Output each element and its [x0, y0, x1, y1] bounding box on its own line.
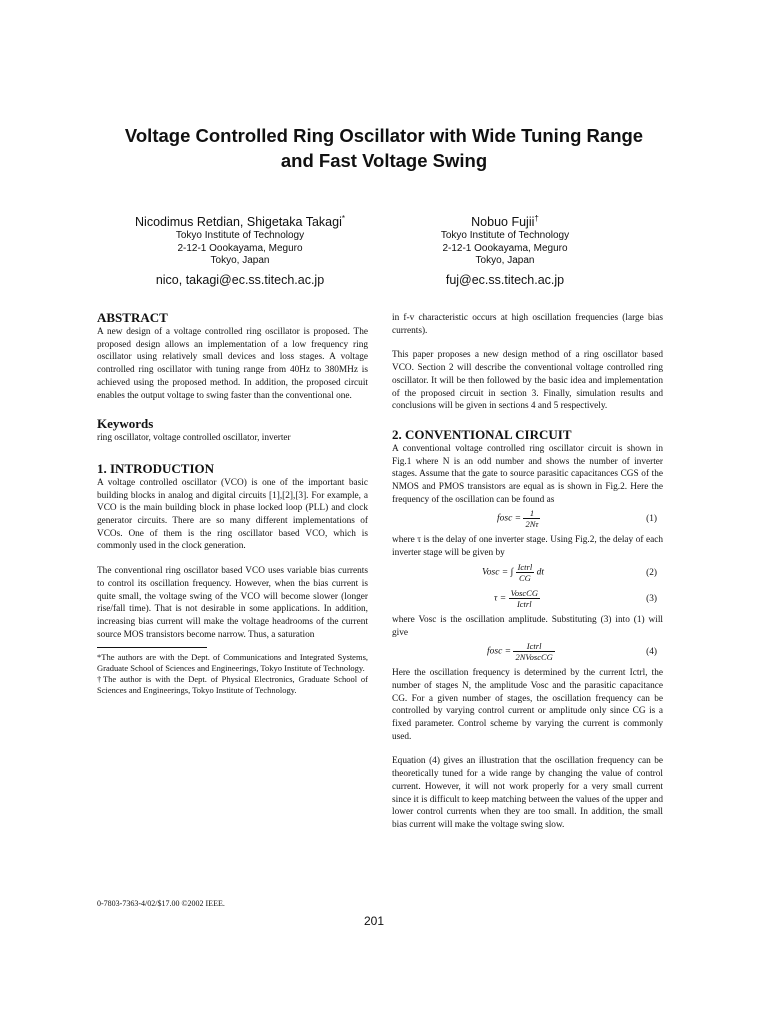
eq4-lhs: fosc = [487, 646, 512, 657]
keywords-heading: Keywords [97, 416, 154, 432]
eq4-denominator: 2NVoscCG [515, 652, 553, 663]
author-mark: † [534, 214, 539, 223]
eq3-denominator: Ictrl [516, 598, 532, 609]
author-block-1 [118, 211, 362, 288]
author-name: Nicodimus Retdian, Shigetaka Takagi [135, 215, 342, 230]
abstract-text: A new design of a voltage controlled ring oscillator is proposed. The proposed design allows an implementation of a low frequency ring oscillator using relatively small devices and loss stages. A voltage controlled ring oscillator with tuning range from 40Hz to 380MHz is achieved using the proposed method. In addition, the proposed circuit enables the output voltage to swing faster than the conventional one. [97, 327, 368, 401]
author-block-2 [390, 211, 620, 288]
eq2-numerator: Ictrl [517, 561, 533, 572]
author-city: Tokyo, Japan [210, 255, 270, 267]
eq1-number: (1) [646, 514, 657, 525]
equation-2 [392, 562, 663, 586]
eq4-number: (4) [646, 647, 657, 658]
paper-title [60, 123, 708, 173]
right-paragraph-1: in f-v characteristic occurs at high oscillation frequencies (large bias currents). [392, 313, 663, 336]
title-line-1: Voltage Controlled Ring Oscillator with Wide Tuning Range [124, 125, 644, 146]
copyright-line: 0-7803-7363-4/02/$17.00 ©2002 IEEE. [97, 899, 225, 908]
keywords-text: ring oscillator, voltage controlled oscillator, inverter [97, 433, 291, 444]
eq4-numerator: Ictrl [513, 641, 554, 652]
conventional-paragraph-3: where Vosc is the oscillation amplitude. Substituting (3) into (1) will give [392, 614, 663, 638]
conventional-paragraph-5: Equation (4) gives an illustration that the oscillation frequency can be theoretically tuned for a wide range by changing the value of control current. However, it will not work properly for a very small current since it is difficult to keep matching between the values of the upper and lower control currents when they are too small. In addition, the small bias current will make the voltage swing slow. [392, 756, 663, 830]
eq2-lhs: Vosc = ∫ [482, 567, 514, 578]
eq2-number: (2) [646, 567, 657, 578]
author-address: 2-12-1 Oookayama, Meguro [442, 242, 568, 254]
author-email: fuj@ec.ss.titech.ac.jp [445, 272, 565, 287]
footnote-2: †The author is with the Dept. of Physical Electronics, Graduate School of Sciences and Engineerings, Tokyo Institute of Technology. [97, 674, 368, 696]
left-column [97, 310, 368, 696]
equation-1 [392, 508, 663, 532]
author-affiliation: Tokyo Institute of Technology [175, 230, 305, 242]
footnote-rule [97, 647, 207, 648]
eq3-lhs: τ = [494, 593, 507, 604]
author-mark: * [341, 214, 345, 223]
author-name: Nobuo Fujii [471, 215, 535, 230]
conventional-heading: 2. CONVENTIONAL CIRCUIT [392, 426, 572, 442]
eq1-denominator: 2Nτ [525, 519, 539, 530]
intro-paragraph-2: The conventional ring oscillator based VCO uses variable bias currents to control its oscillation frequency. However, when the bias current is quite small, the voltage swing of the VCO will become slower (longer rise/fall time). That is not desirable in some applications. In addition, increasing bias current will make the voltage headrooms of the current source MOS transistors become narrow. Thus, a saturation [97, 566, 368, 640]
author-address: 2-12-1 Oookayama, Meguro [177, 242, 303, 254]
title-line-2: and Fast Voltage Swing [280, 150, 488, 171]
page-number: 201 [364, 914, 385, 928]
abstract-heading: ABSTRACT [97, 310, 168, 325]
intro-heading: 1. INTRODUCTION [97, 460, 215, 476]
eq3-numerator: VoscCG [510, 587, 538, 598]
equation-4 [392, 641, 663, 665]
conventional-paragraph-2: where τ is the delay of one inverter stage. Using Fig.2, the delay of each inverter stage will be given by [392, 535, 663, 559]
author-email: nico, takagi@ec.ss.titech.ac.jp [155, 272, 325, 287]
footnote-1: *The authors are with the Dept. of Communications and Integrated Systems, Graduate School of Sciences and Engineerings, Tokyo Institute of Technology. [97, 652, 368, 674]
equation-3 [392, 588, 663, 612]
right-paragraph-2: This paper proposes a new design method of a ring oscillator based VCO. Section 2 will describe the conventional voltage controlled ring oscillator. It will be then followed by the basic idea and implementation of the proposed circuit in section 3. Finally, simulation results and conclusions will be given in sections 4 and 5 respectively. [392, 350, 663, 412]
author-affiliation: Tokyo Institute of Technology [440, 230, 570, 242]
eq2-denominator: CG [518, 572, 531, 583]
right-column [392, 312, 663, 832]
eq1-numerator: 1 [523, 508, 540, 519]
author-city: Tokyo, Japan [475, 255, 535, 267]
conventional-paragraph-4: Here the oscillation frequency is determined by the current Ictrl, the number of stages N, the amplitude Vosc and the parasitic capacitance CG. For a given number of stages, the oscillation frequency can be controlled by varying control current or amplitude only since CG is a fixed parameter. Control scheme by varying the current is commonly used. [392, 668, 663, 742]
eq1-lhs: fosc = [497, 514, 522, 525]
eq3-number: (3) [646, 593, 657, 604]
intro-paragraph-1: A voltage controlled oscillator (VCO) is one of the important basic building blocks in analog and digital circuits [1],[2],[3]. For example, a VCO is the main building block in phase locked loop (PLL) and clock generator circuits. There are so many different implementations of VCOs. One of them is the ring oscillator based VCO, which is commonly used in the clock generation. [97, 477, 368, 552]
conventional-paragraph-1: A conventional voltage controlled ring oscillator circuit is shown in Fig.1 where N is an odd number and shows the number of inverter stages. Assume that the gate to source parasitic capacitances CGS of the NMOS and PMOS transistors are equal as is shown in Fig.2. Here the frequency of the oscillation can be found as [392, 443, 663, 505]
eq2-tail: dt [536, 567, 544, 578]
